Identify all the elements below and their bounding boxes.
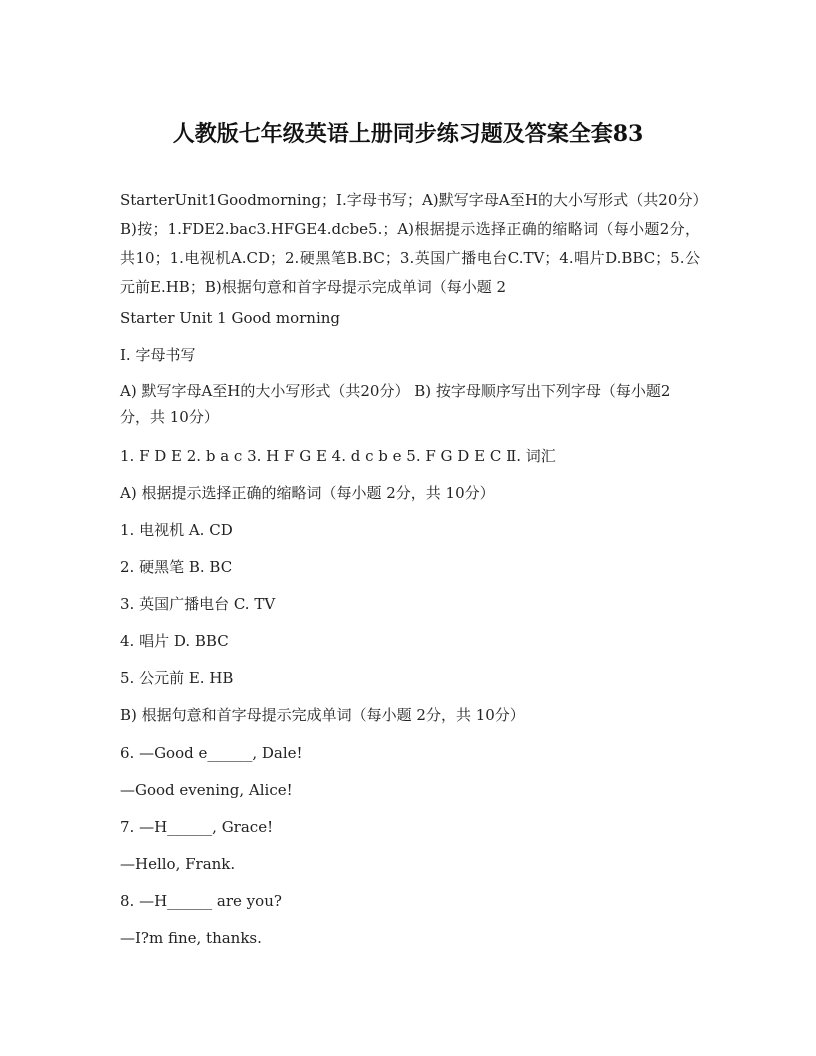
dialogue-line: —I?m fine, thanks. [120,929,262,947]
dialogue-line: —Good evening, Alice! [120,781,293,799]
dialogue-line: 6. —Good e______, Dale! [120,744,303,762]
document-title: 人教版七年级英语上册同步练习题及答案全套83 [172,121,644,147]
list-item: 2. 硬黑笔 B. BC [120,558,233,576]
list-item: 5. 公元前 E. HB [120,669,234,687]
dialogue-line: 8. —H______ are you? [120,892,282,910]
instruction-abbreviations: A) 根据提示选择正确的缩略词（每小题 2分，共 10分） [120,484,495,502]
dialogue-line: —Hello, Frank. [120,855,236,873]
document-summary: StarterUnit1Goodmorning；Ⅰ.字母书写；A)默写字母A至H的大小写形式（共20分）B)按；1.FDE2.bac3.HFGE4.dcbe5.；A)根据提示选择正确的缩略词（每小题2分，共10；1.电视机A.CD；2.硬黑笔B.BC；3.英国广播电台C.TV；4.唱片D.BBC；5.公元前E.HB；B)根据句意和首字母提示完成单词（每小题 2 [120,191,700,296]
list-item: 3. 英国广播电台 C. TV [120,595,276,613]
unit-heading: Starter Unit 1 Good morning [120,309,341,327]
list-item: 1. 电视机 A. CD [120,521,233,539]
instruction-letters: A) 默写字母A至H的大小写形式（共20分） B) 按字母顺序写出下列字母（每小题2分，共 10分） [120,382,671,426]
dialogue-line: 7. —H______, Grace! [120,818,274,836]
section-heading-letters: Ⅰ. 字母书写 [120,346,196,364]
answers-letters: 1. F D E 2. b a c 3. H F G E 4. d c b e 5. F G D E C Ⅱ. 词汇 [120,447,556,465]
instruction-words: B) 根据句意和首字母提示完成单词（每小题 2分，共 10分） [120,706,525,724]
list-item: 4. 唱片 D. BBC [120,632,229,650]
